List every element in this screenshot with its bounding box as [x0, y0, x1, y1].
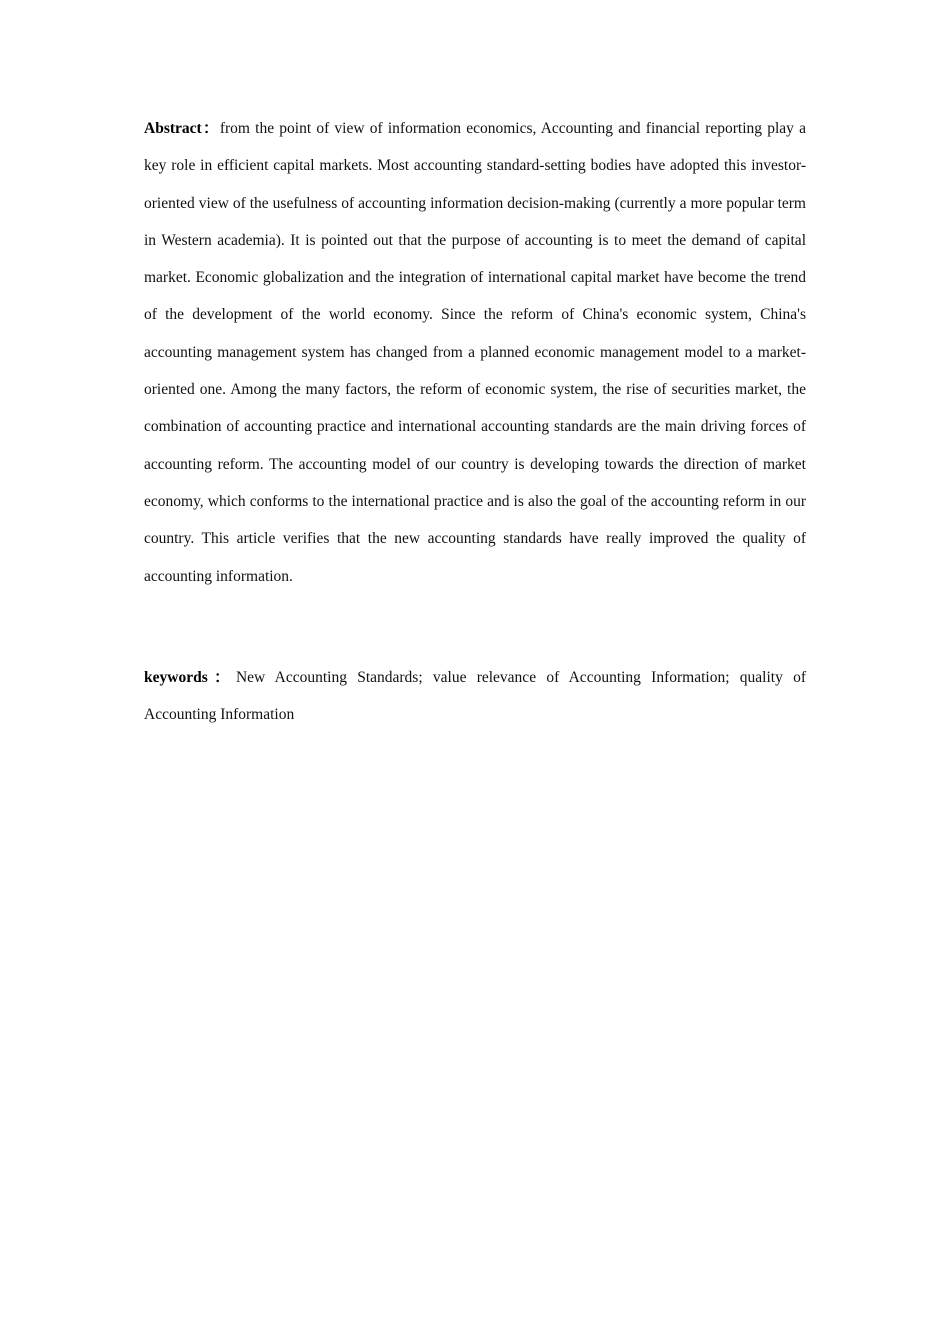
abstract-separator: ：: [201, 120, 220, 137]
document-body: [144, 110, 806, 733]
keywords-separator: ：: [207, 668, 236, 686]
keywords-text: New Accounting Standards; value relevance of Accounting Information; quality of Accounting Information: [144, 668, 806, 724]
keywords-label: keywords: [144, 668, 208, 686]
abstract-text: from the point of view of information economics, Accounting and financial reporting play a key role in efficient capital markets. Most accounting standard-setting bodies have adopted this investor-oriented view of the usefulness of accounting information decision-making (currently a more popular term in Western academia). It is pointed out that the purpose of accounting is to meet the demand of capital market. Economic globalization and the integration of international capital market have become the trend of the development of the world economy. Since the reform of China's economic system, China's accounting management system has changed from a planned economic management model to a market-oriented one. Among the many factors, the reform of economic system, the rise of securities market, the combination of accounting practice and international accounting standards are the main driving forces of accounting reform. The accounting model of our country is developing towards the direction of market economy, which conforms to the international practice and is also the goal of the accounting reform in our country. This article verifies that the new accounting standards have really improved the quality of accounting information.: [144, 120, 806, 585]
abstract-paragraph: [144, 110, 806, 595]
abstract-label: Abstract: [144, 120, 202, 137]
keywords-paragraph: [144, 659, 806, 734]
